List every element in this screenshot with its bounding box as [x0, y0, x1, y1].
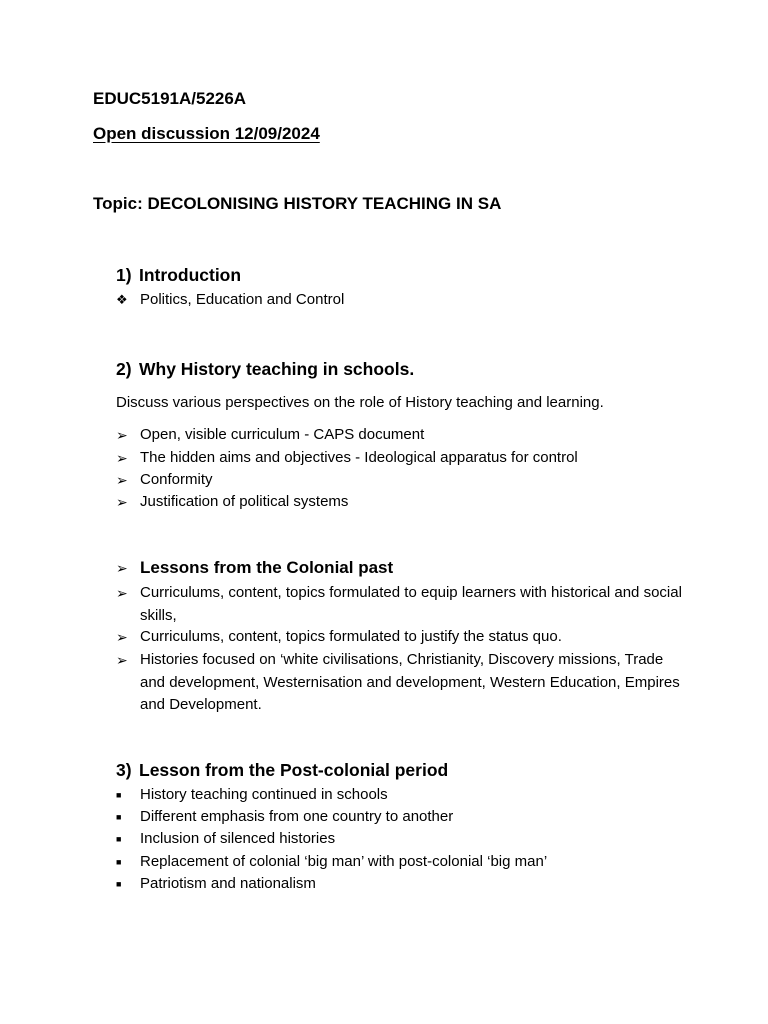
- square-bullet-icon: ■: [116, 790, 122, 800]
- list-item: [116, 873, 686, 896]
- list-item-text: Inclusion of silenced histories: [140, 830, 336, 847]
- list-item: [116, 626, 686, 649]
- square-bullet-icon: ■: [116, 834, 122, 844]
- list-item-text: Curriculums, content, topics formulated to equip learners with historical and social skills,: [140, 584, 682, 624]
- arrow-bullet-icon: ➢: [116, 560, 128, 576]
- list-item-text: Different emphasis from one country to another: [140, 808, 454, 825]
- list-item: [116, 806, 686, 829]
- arrow-bullet-icon: ➢: [116, 652, 128, 668]
- square-bullet-icon: ■: [116, 857, 122, 867]
- section-2-number: 2): [116, 359, 132, 379]
- list-item-text: Open, visible curriculum - CAPS document: [140, 426, 425, 443]
- colonial-heading: Lessons from the Colonial past: [140, 558, 394, 577]
- list-item: [116, 491, 686, 514]
- list-item: [116, 582, 686, 627]
- arrow-bullet-icon: ➢: [116, 494, 128, 510]
- list-item-text: History teaching continued in schools: [140, 786, 388, 803]
- list-item: [116, 469, 686, 492]
- list-item: [116, 424, 686, 447]
- square-bullet-icon: ■: [116, 879, 122, 889]
- discussion-title: Open discussion 12/09/2024: [93, 124, 320, 143]
- colonial-heading-row: [116, 557, 686, 580]
- section-3-number: 3): [116, 760, 132, 780]
- list-item-text: Histories focused on ‘white civilisations, Christianity, Discovery missions, Trade and development, Westernisation and development, Western Education, Empires and Development.: [140, 651, 680, 713]
- list-item-text: Justification of political systems: [140, 493, 349, 510]
- list-item-text: The hidden aims and objectives - Ideological apparatus for control: [140, 449, 578, 466]
- list-item: [116, 828, 686, 851]
- list-item: [116, 447, 686, 470]
- arrow-bullet-icon: ➢: [116, 629, 128, 645]
- arrow-bullet-icon: ➢: [116, 472, 128, 488]
- section-2-intro: Discuss various perspectives on the role of History teaching and learning.: [116, 394, 604, 411]
- arrow-bullet-icon: ➢: [116, 427, 128, 443]
- section-1-heading: Introduction: [139, 265, 242, 285]
- list-item-text: Conformity: [140, 471, 213, 488]
- list-item: [116, 649, 686, 717]
- list-item: [116, 289, 686, 312]
- list-item: [116, 784, 686, 807]
- list-item-text: Curriculums, content, topics formulated to justify the status quo.: [140, 628, 562, 645]
- section-1-number: 1): [116, 265, 132, 285]
- topic-heading: Topic: DECOLONISING HISTORY TEACHING IN SA: [93, 194, 502, 213]
- square-bullet-icon: ■: [116, 812, 122, 822]
- diamond-bullet-icon: ❖: [116, 292, 128, 307]
- course-code: EDUC5191A/5226A: [93, 89, 247, 108]
- section-2-heading: Why History teaching in schools.: [139, 359, 415, 379]
- arrow-bullet-icon: ➢: [116, 450, 128, 466]
- arrow-bullet-icon: ➢: [116, 585, 128, 601]
- list-item-text: Replacement of colonial ‘big man’ with post-colonial ‘big man’: [140, 853, 548, 870]
- list-item-text: Politics, Education and Control: [140, 291, 345, 308]
- list-item-text: Patriotism and nationalism: [140, 875, 316, 892]
- list-item: [116, 851, 686, 874]
- section-3-heading: Lesson from the Post-colonial period: [139, 760, 449, 780]
